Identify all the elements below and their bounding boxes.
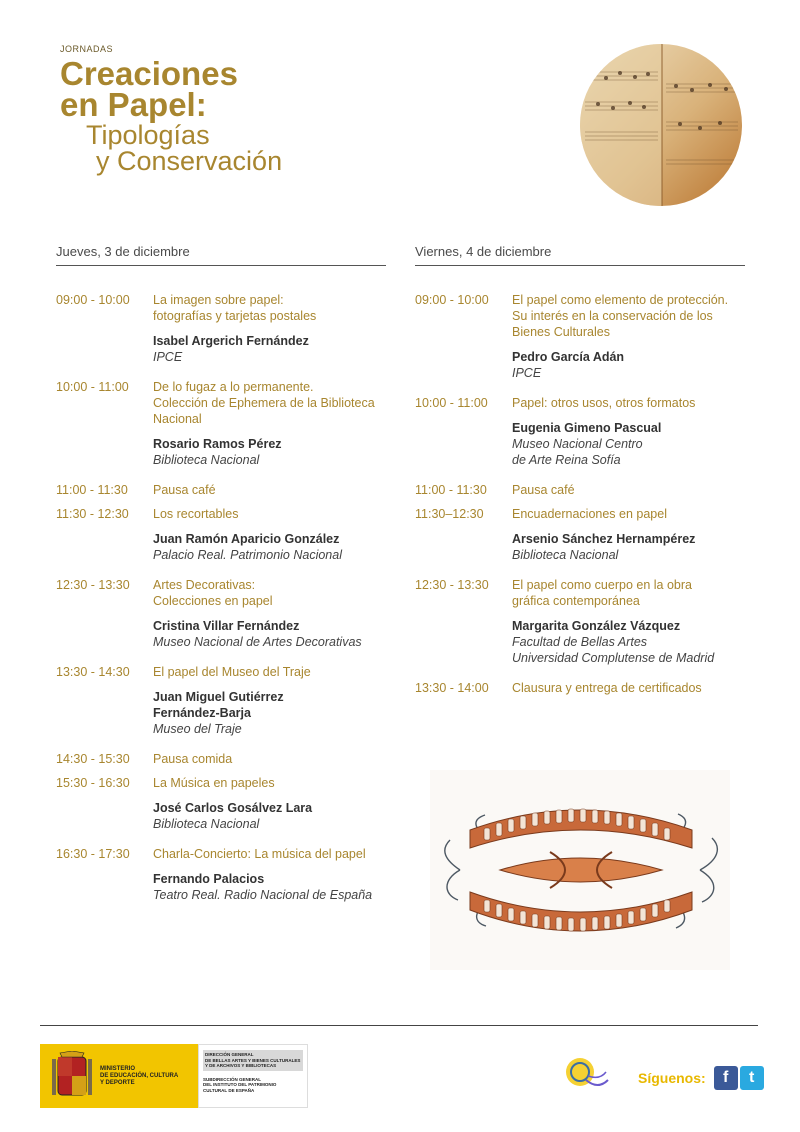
session-speaker: Arsenio Sánchez Hernampérez	[512, 532, 696, 546]
ministry-name: MINISTERIO DE EDUCACIÓN, CULTURA Y DEPORTE	[100, 1065, 179, 1086]
session-row	[56, 379, 386, 468]
session-row	[56, 482, 386, 498]
title-line-3: y Conservación	[96, 146, 283, 176]
session-body	[512, 680, 745, 696]
session-body	[512, 292, 745, 381]
session-title: El papel del Museo del Traje	[153, 665, 311, 679]
ministry-logo	[40, 1044, 308, 1108]
session-body	[153, 379, 386, 468]
event-kicker: JORNADAS	[60, 44, 114, 54]
session-row	[56, 751, 386, 767]
session-title: Encuadernaciones en papel	[512, 507, 667, 521]
session-speaker: Cristina Villar Fernández	[153, 619, 300, 633]
session-speaker: José Carlos Gosálvez Lara	[153, 801, 313, 815]
title-line-2: Tipologías	[86, 120, 210, 150]
session-time: 11:00 - 11:30	[56, 483, 128, 497]
session-body	[512, 482, 745, 498]
facebook-icon[interactable]: f	[714, 1066, 738, 1090]
music-manuscript-photo	[580, 44, 742, 206]
session-time: 11:00 - 11:30	[415, 483, 487, 497]
session-institution: Museo Nacional de Artes Decorativas	[153, 635, 362, 649]
session-row	[56, 292, 386, 365]
friday-column	[415, 244, 745, 704]
department-subdirectorate: SUBDIRECCIÓN GENERAL DEL INSTITUTO DEL PATRIMONIO CULTURAL DE ESPAÑA	[203, 1076, 277, 1093]
session-institution: Biblioteca Nacional	[153, 817, 260, 831]
session-row	[56, 846, 386, 903]
session-row	[56, 577, 386, 650]
session-speaker: Isabel Argerich Fernández	[153, 334, 309, 348]
friday-sessions	[415, 292, 745, 696]
session-title: Pausa café	[512, 483, 575, 497]
event-header	[60, 44, 400, 174]
session-institution: Biblioteca Nacional	[153, 453, 260, 467]
coat-of-arms-icon	[50, 1051, 94, 1101]
session-time: 09:00 - 10:00	[56, 293, 130, 307]
title-line-1: Creaciones en Papel:	[60, 55, 238, 123]
session-row	[415, 577, 745, 666]
session-institution: Biblioteca Nacional	[512, 548, 619, 562]
session-row	[415, 395, 745, 468]
session-row	[415, 680, 745, 696]
ipce-logo-icon	[560, 1050, 610, 1096]
session-row	[415, 292, 745, 381]
department-general-directorate: DIRECCIÓN GENERAL DE BELLAS ARTES Y BIENES CULTURALES Y DE ARCHIVOS Y BIBLIOTECAS	[203, 1050, 303, 1071]
social-follow	[638, 1066, 764, 1090]
session-speaker: Rosario Ramos Pérez	[153, 437, 282, 451]
session-body	[153, 506, 386, 563]
session-institution: Palacio Real. Patrimonio Nacional	[153, 548, 342, 562]
footer-divider	[40, 1025, 758, 1026]
session-title: Pausa comida	[153, 752, 233, 766]
session-time: 10:00 - 11:00	[415, 396, 488, 410]
session-body	[512, 395, 745, 468]
session-title: La imagen sobre papel: fotografías y tarjetas postales	[153, 293, 317, 323]
radiolarian-illustration	[430, 770, 730, 970]
session-speaker: Eugenia Gimeno Pascual	[512, 421, 662, 435]
session-institution: Museo del Traje	[153, 722, 242, 736]
session-time: 12:30 - 13:30	[415, 578, 489, 592]
session-title: Los recortables	[153, 507, 239, 521]
day-heading-thursday: Jueves, 3 de diciembre	[56, 244, 386, 266]
session-body	[153, 292, 386, 365]
session-title: Charla-Concierto: La música del papel	[153, 847, 366, 861]
session-body	[153, 482, 386, 498]
session-time: 13:30 - 14:00	[415, 681, 489, 695]
session-title: De lo fugaz a lo permanente. Colección de Ephemera de la Biblioteca Nacional	[153, 380, 375, 426]
session-body	[512, 577, 745, 666]
follow-label: Síguenos:	[638, 1070, 706, 1086]
session-time: 12:30 - 13:30	[56, 578, 130, 592]
session-row	[415, 506, 745, 563]
session-body	[153, 664, 386, 737]
session-title: El papel como cuerpo en la obra gráfica contemporánea	[512, 578, 692, 608]
session-title: Artes Decorativas: Colecciones en papel	[153, 578, 273, 608]
session-institution: IPCE	[153, 350, 183, 364]
session-time: 16:30 - 17:30	[56, 847, 130, 861]
session-speaker: Juan Ramón Aparicio González	[153, 532, 340, 546]
session-row	[56, 664, 386, 737]
session-title: Papel: otros usos, otros formatos	[512, 396, 696, 410]
session-title: La Música en papeles	[153, 776, 275, 790]
session-time: 14:30 - 15:30	[56, 752, 130, 766]
session-row	[56, 775, 386, 832]
day-heading-friday: Viernes, 4 de diciembre	[415, 244, 745, 266]
session-time: 11:30 - 12:30	[56, 507, 129, 521]
ministry-yellow-panel	[40, 1044, 198, 1108]
session-title: Clausura y entrega de certificados	[512, 681, 702, 695]
session-institution: Teatro Real. Radio Nacional de España	[153, 888, 373, 902]
session-body	[153, 775, 386, 832]
session-body	[512, 506, 745, 563]
session-speaker: Fernando Palacios	[153, 872, 265, 886]
session-time: 10:00 - 11:00	[56, 380, 129, 394]
session-time: 13:30 - 14:30	[56, 665, 130, 679]
thursday-column	[56, 244, 386, 917]
session-speaker: Pedro García Adán	[512, 350, 625, 364]
session-row	[415, 482, 745, 498]
session-institution: Facultad de Bellas Artes Universidad Complutense de Madrid	[512, 635, 715, 665]
twitter-icon[interactable]: t	[740, 1066, 764, 1090]
session-speaker: Juan Miguel Gutiérrez Fernández-Barja	[153, 690, 284, 720]
session-body	[153, 751, 386, 767]
session-institution: Museo Nacional Centro de Arte Reina Sofía	[512, 437, 643, 467]
session-title: Pausa café	[153, 483, 216, 497]
session-body	[153, 577, 386, 650]
session-row	[56, 506, 386, 563]
session-body	[153, 846, 386, 903]
session-time: 11:30–12:30	[415, 507, 484, 521]
session-title: El papel como elemento de protección. Su interés en la conservación de los Bienes Culturales	[512, 293, 729, 339]
session-institution: IPCE	[512, 366, 542, 380]
session-time: 09:00 - 10:00	[415, 293, 489, 307]
session-speaker: Margarita González Vázquez	[512, 619, 681, 633]
thursday-sessions	[56, 292, 386, 903]
session-time: 15:30 - 16:30	[56, 776, 130, 790]
ministry-departments	[198, 1044, 308, 1108]
